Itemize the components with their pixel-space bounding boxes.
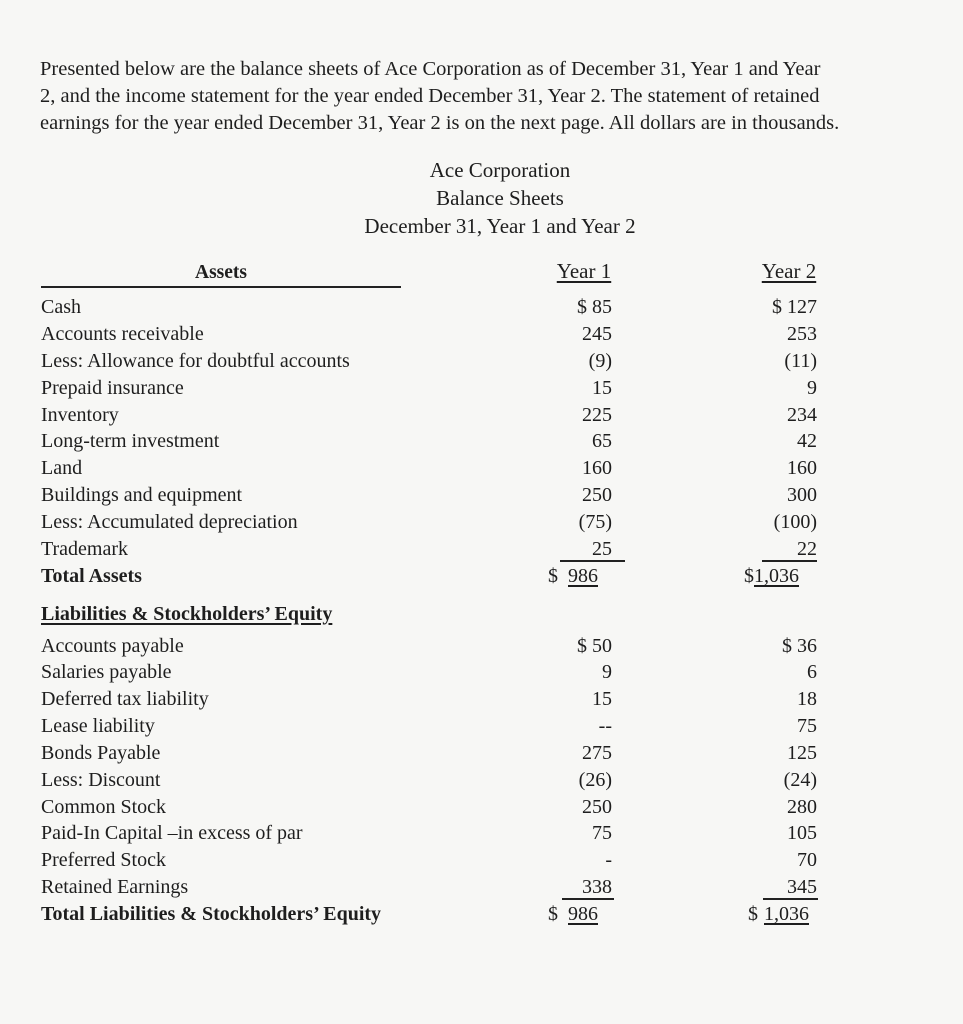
asset-label: Less: Allowance for doubtful accounts xyxy=(41,350,350,372)
liability-year2: 280 xyxy=(787,796,817,818)
asset-label: Less: Accumulated depreciation xyxy=(41,511,298,533)
asset-label: Prepaid insurance xyxy=(41,377,184,399)
subtotal-rule xyxy=(562,898,614,900)
statement-title: Balance Sheets xyxy=(436,186,564,210)
intro-line-3: earnings for the year ended December 31, Year 2 is on the next page. All dollars are in thousands. xyxy=(40,112,840,134)
liability-label: Retained Earnings xyxy=(41,876,189,898)
asset-year1: 225 xyxy=(582,404,612,426)
asset-year2: 234 xyxy=(787,404,817,426)
total-liabilities-label: Total Liabilities & Stockholders’ Equity xyxy=(41,903,382,925)
asset-label: Land xyxy=(41,457,83,479)
assets-heading-rule xyxy=(41,286,401,288)
asset-year1: (9) xyxy=(588,350,612,372)
liability-label: Salaries payable xyxy=(41,661,172,683)
liability-year2: 125 xyxy=(787,742,817,764)
liability-label: Less: Discount xyxy=(41,769,161,791)
asset-label: Buildings and equipment xyxy=(41,484,243,506)
asset-year2: 253 xyxy=(787,323,817,345)
liability-label: Accounts payable xyxy=(41,635,184,657)
assets-heading: Assets xyxy=(195,262,247,283)
liability-year1: 15 xyxy=(592,688,612,710)
asset-year2: $ 127 xyxy=(772,296,817,318)
liability-year1: 338 xyxy=(582,876,612,898)
liability-label: Lease liability xyxy=(41,715,155,737)
total-liabilities-year1 xyxy=(548,903,612,926)
liability-year1: -- xyxy=(598,715,612,737)
asset-year1: 250 xyxy=(582,484,612,506)
asset-year1: 245 xyxy=(582,323,612,345)
asset-year1: 160 xyxy=(582,457,612,479)
liability-year1: 275 xyxy=(582,742,612,764)
asset-label: Trademark xyxy=(41,538,129,560)
intro-line-2: 2, and the income statement for the year ended December 31, Year 2. The statement of retained xyxy=(40,85,820,107)
liability-label: Preferred Stock xyxy=(41,849,166,871)
subtotal-rule xyxy=(560,560,625,562)
asset-year2: (100) xyxy=(773,511,817,533)
liability-year2: 18 xyxy=(797,688,817,710)
liability-year2: 75 xyxy=(797,715,817,737)
liability-year1: $ 50 xyxy=(577,635,612,657)
asset-year1: 25 xyxy=(592,538,612,560)
total-assets-year2-value: 1,036 xyxy=(754,565,799,587)
asset-year2: 160 xyxy=(787,457,817,479)
subtotal-rule xyxy=(762,560,817,562)
year2-heading: Year 2 xyxy=(761,259,817,283)
liability-year1: 9 xyxy=(602,661,612,683)
total-liabilities-year2-value: 1,036 xyxy=(764,903,809,925)
total-assets-label: Total Assets xyxy=(41,565,142,587)
asset-label: Cash xyxy=(41,296,81,318)
liability-year1: (26) xyxy=(578,769,612,791)
company-name: Ace Corporation xyxy=(429,158,571,182)
liability-label: Bonds Payable xyxy=(41,742,161,764)
asset-year2: 300 xyxy=(787,484,817,506)
currency-sign: $ xyxy=(744,565,754,587)
asset-year2: 22 xyxy=(797,538,817,560)
asset-year1: $ 85 xyxy=(577,296,612,318)
liability-year2: 105 xyxy=(787,822,817,844)
asset-year2: 42 xyxy=(797,430,817,452)
asset-year2: (11) xyxy=(784,350,817,372)
asset-label: Accounts receivable xyxy=(41,323,204,345)
liability-label: Common Stock xyxy=(41,796,167,818)
liability-year2: 70 xyxy=(797,849,817,871)
total-assets-year1-value: 986 xyxy=(568,565,598,587)
year1-heading: Year 1 xyxy=(556,259,612,283)
liability-year1: - xyxy=(605,849,612,871)
liability-year2: (24) xyxy=(783,769,817,791)
liabilities-heading: Liabilities & Stockholders’ Equity xyxy=(41,603,333,625)
subtotal-rule xyxy=(763,898,818,900)
liability-label: Deferred tax liability xyxy=(41,688,209,710)
total-assets-year1 xyxy=(548,565,612,588)
liability-year1: 250 xyxy=(582,796,612,818)
currency-sign: $ xyxy=(748,903,758,925)
asset-label: Long-term investment xyxy=(41,430,220,452)
liability-year1: 75 xyxy=(592,822,612,844)
currency-sign: $ xyxy=(548,565,558,587)
total-assets-year2 xyxy=(744,565,818,588)
liability-year2: $ 36 xyxy=(782,635,817,657)
asset-year1: 15 xyxy=(592,377,612,399)
total-liabilities-year1-value: 986 xyxy=(568,903,598,925)
currency-sign: $ xyxy=(548,903,558,925)
total-liabilities-year2 xyxy=(748,903,822,926)
asset-year1: (75) xyxy=(578,511,612,533)
liability-label: Paid-In Capital –in excess of par xyxy=(41,822,303,844)
statement-date: December 31, Year 1 and Year 2 xyxy=(364,214,636,238)
intro-line-1: Presented below are the balance sheets of Ace Corporation as of December 31, Year 1 and Year xyxy=(40,58,821,80)
liability-year2: 6 xyxy=(807,661,817,683)
asset-year1: 65 xyxy=(592,430,612,452)
asset-year2: 9 xyxy=(807,377,817,399)
intro-paragraph xyxy=(40,56,945,137)
asset-label: Inventory xyxy=(41,404,119,426)
liability-year2: 345 xyxy=(787,876,817,898)
